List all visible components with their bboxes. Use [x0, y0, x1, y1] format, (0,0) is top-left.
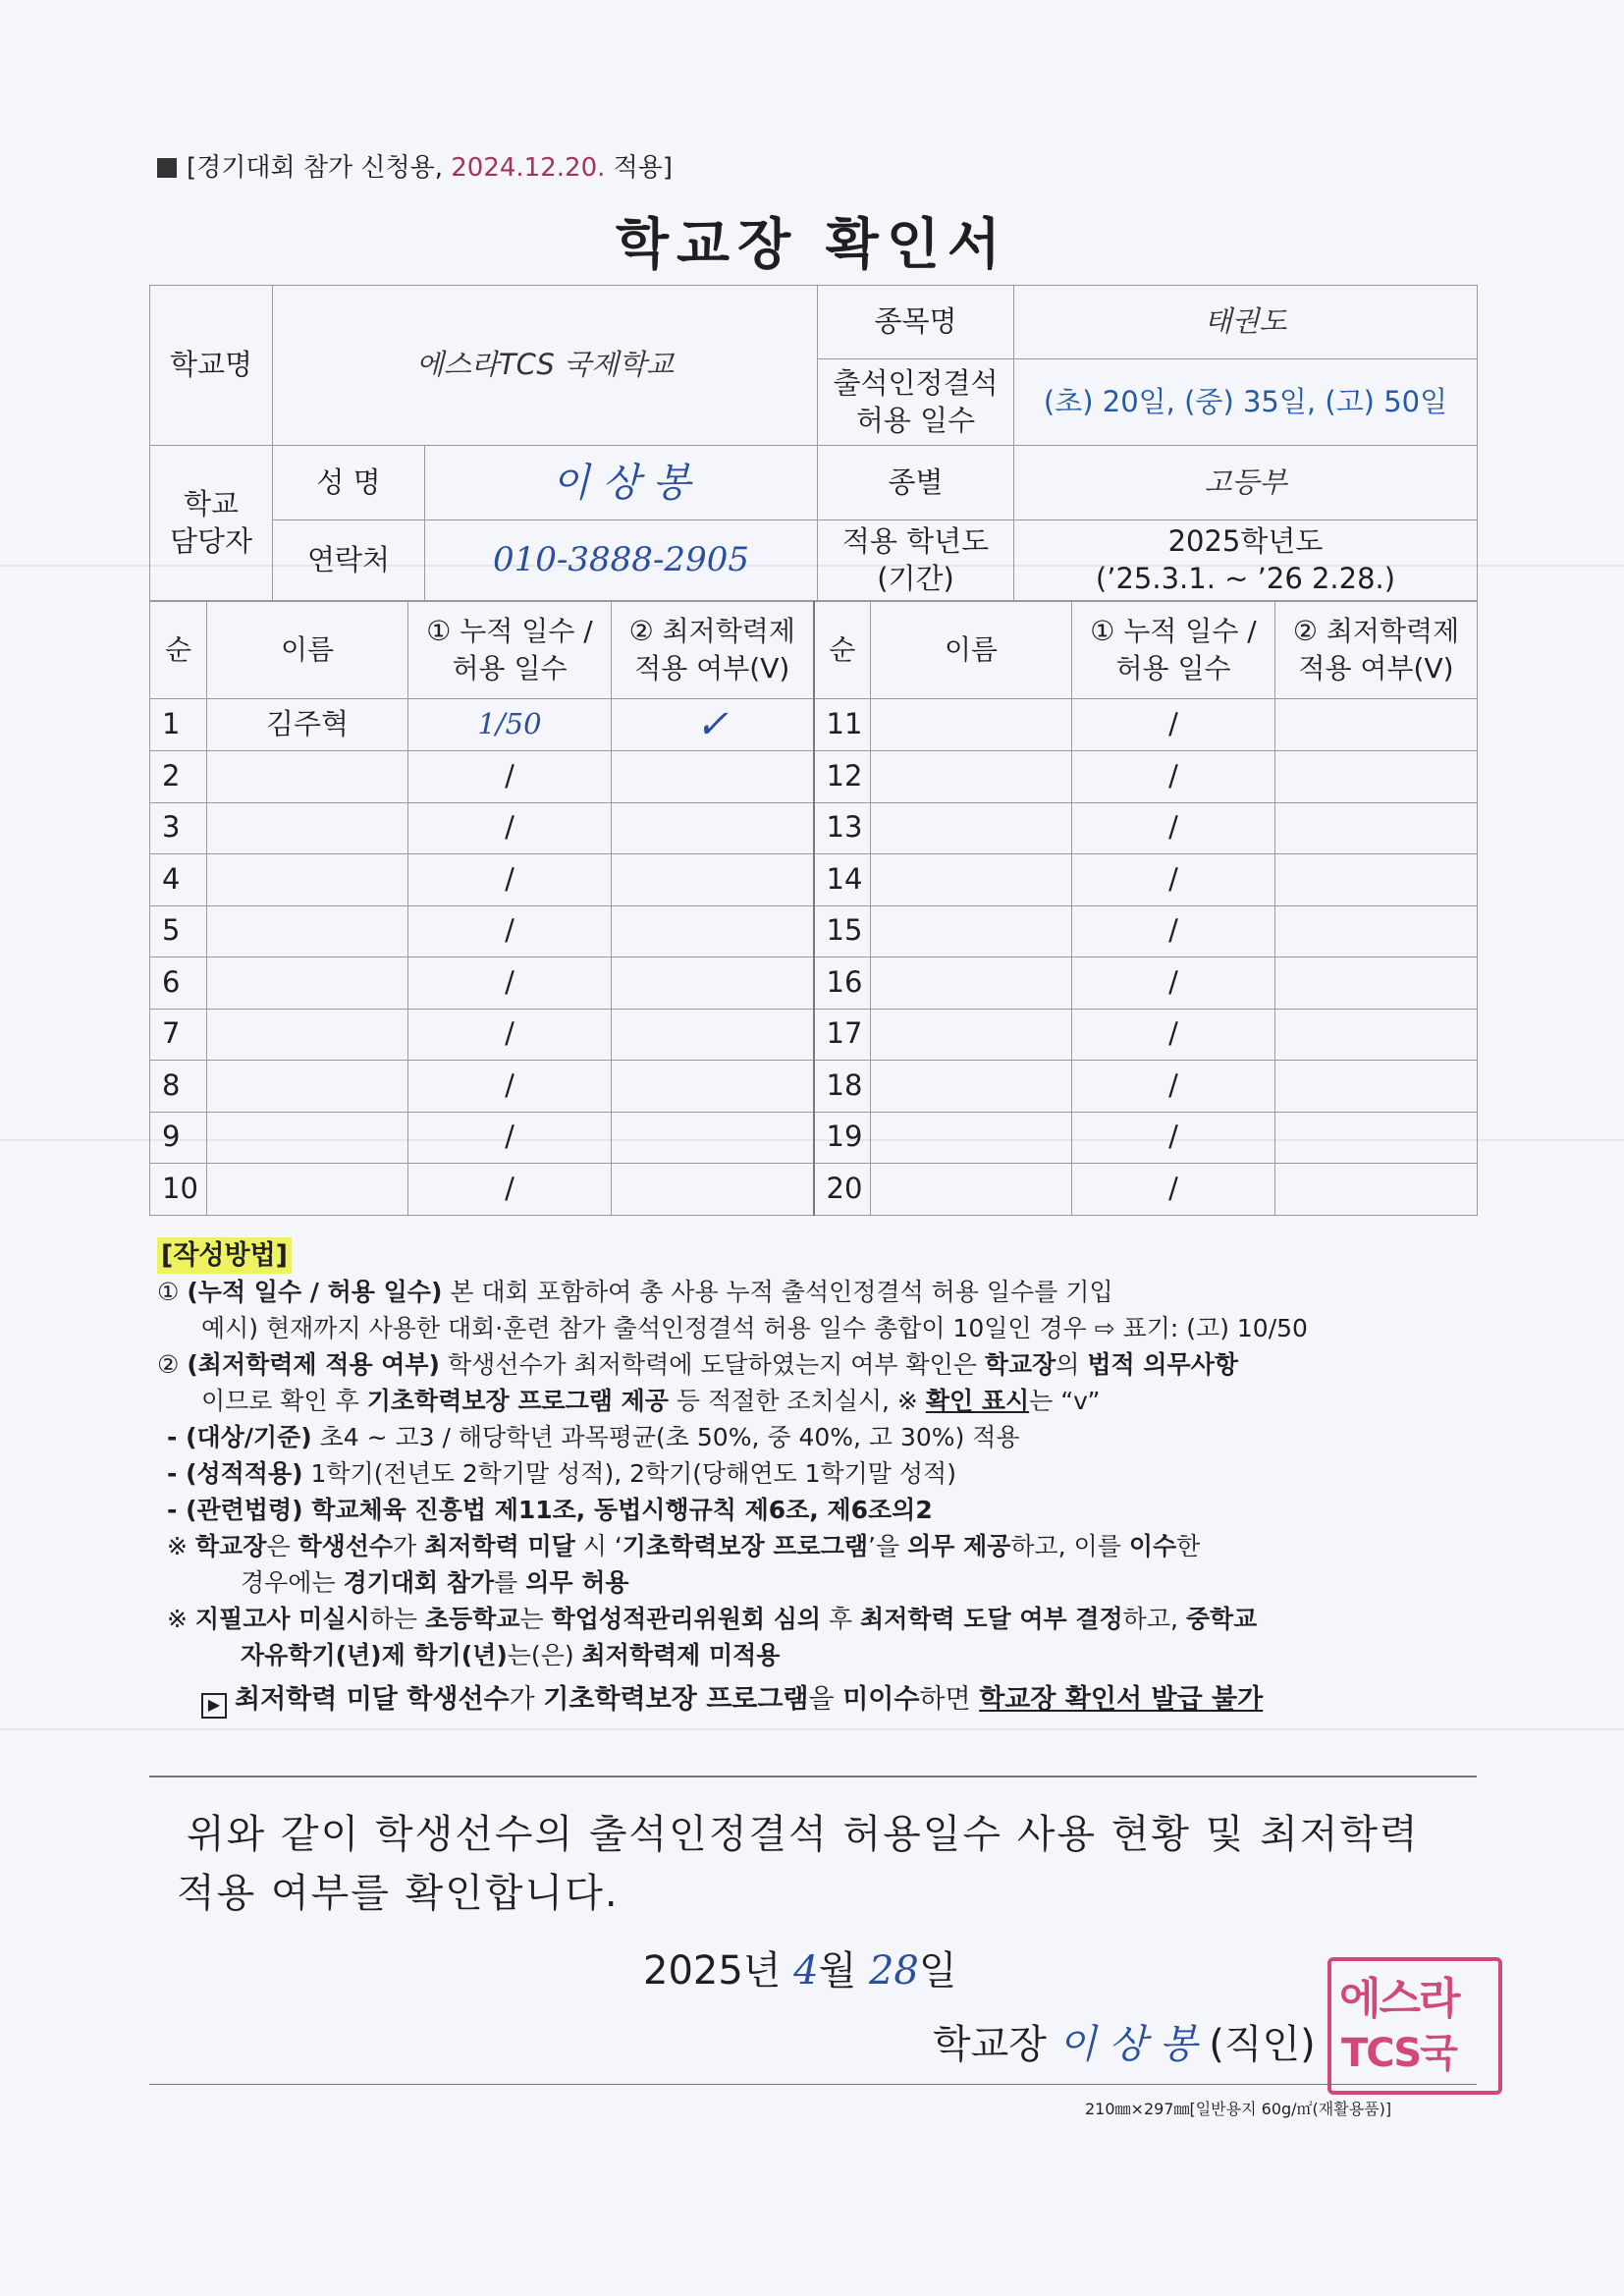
- absence-days-cell: /: [408, 1009, 612, 1061]
- school-name-label: 학교명: [150, 286, 273, 446]
- signature-date: 2025년 4월 28일: [643, 1948, 957, 1994]
- student-name-cell: [871, 905, 1072, 957]
- absence-days-label: 출석인정결석 허용 일수: [818, 359, 1014, 446]
- table-row: [150, 957, 1478, 1010]
- absence-days-cell: /: [1072, 802, 1275, 854]
- table-row: [150, 751, 1478, 803]
- table-row: [150, 1112, 1478, 1164]
- row-number-cell: 18: [814, 1061, 871, 1113]
- min-academic-check-cell: [1275, 854, 1478, 906]
- absence-days-cell: /: [1072, 1164, 1275, 1216]
- absence-days-cell: /: [1072, 854, 1275, 906]
- header-name: 이름: [871, 602, 1072, 699]
- table-row: [150, 905, 1478, 957]
- student-name-cell: [871, 957, 1072, 1010]
- sport-value: 태권도: [1014, 286, 1478, 359]
- header-days: ① 누적 일수 / 허용 일수: [1072, 602, 1275, 699]
- phone-label: 연락처: [273, 520, 425, 601]
- student-name-cell: [871, 854, 1072, 906]
- note-2: ※ 지필고사 미실시하는 초등학교는 학업성적관리위원회 심의 후 최저학력 도달 여부 결정하고, 중학교: [167, 1605, 1258, 1633]
- info-table: [149, 285, 1478, 601]
- row-number-cell: 20: [814, 1164, 871, 1216]
- absence-days-cell: /: [1072, 957, 1275, 1010]
- min-academic-check-cell: [612, 1164, 814, 1216]
- student-name-cell: [871, 1164, 1072, 1216]
- contact-name-value: 이 상 봉: [425, 446, 818, 520]
- min-academic-check-cell: [1275, 1009, 1478, 1061]
- school-name-value: 에스라TCS 국제학교: [273, 286, 818, 446]
- student-name-cell: [207, 1009, 408, 1061]
- min-academic-check-cell: [612, 1112, 814, 1164]
- absence-days-cell: /: [408, 802, 612, 854]
- row-number-cell: 14: [814, 854, 871, 906]
- student-name-cell: [871, 751, 1072, 803]
- instructions: [157, 1237, 1483, 1719]
- principal-handwritten-name: 이 상 봉: [1057, 2022, 1198, 2067]
- student-name-cell: [207, 751, 408, 803]
- instruction-item-2-cont: 이므로 확인 후 기초학력보장 프로그램 제공 등 적절한 조치실시, ※ 확인 표시는 “v”: [201, 1387, 1101, 1415]
- min-academic-check-cell: [1275, 751, 1478, 803]
- arrow-box-icon: ▶: [201, 1693, 227, 1719]
- note-2-cont: 자유학기(년)제 학기(년)는(은) 최저학력제 미적용: [241, 1641, 781, 1669]
- min-academic-check-cell: [1275, 1061, 1478, 1113]
- min-academic-check-cell: [612, 905, 814, 957]
- row-number-cell: 4: [150, 854, 207, 906]
- division-label: 종별: [818, 446, 1014, 520]
- student-name-cell: [207, 1164, 408, 1216]
- row-number-cell: 11: [814, 699, 871, 751]
- absence-days-cell: /: [1072, 1112, 1275, 1164]
- confirmation-statement: 위와 같이 학생선수의 출석인정결석 허용일수 사용 현황 및 최저학력 적용 여부를 확인합니다.: [177, 1812, 1420, 1916]
- paper-fold-line: [0, 1728, 1624, 1730]
- table-row: [150, 854, 1478, 906]
- absence-days-cell: 1/50: [408, 699, 612, 751]
- row-number-cell: 1: [150, 699, 207, 751]
- min-academic-check-cell: [612, 751, 814, 803]
- contact-name-label: 성 명: [273, 446, 425, 520]
- sport-label: 종목명: [818, 286, 1014, 359]
- division-value: 고등부: [1014, 446, 1478, 520]
- table-header-row: [150, 602, 1478, 699]
- row-number-cell: 12: [814, 751, 871, 803]
- detail-grades: - (성적적용) 1학기(전년도 2학기말 성적), 2학기(당해연도 1학기말 성적): [167, 1459, 956, 1488]
- document-title: 학교장 확인서: [615, 213, 1009, 277]
- min-academic-check-cell: [1275, 1164, 1478, 1216]
- row-number-cell: 9: [150, 1112, 207, 1164]
- min-academic-check-cell: [1275, 699, 1478, 751]
- student-name-cell: [871, 1061, 1072, 1113]
- min-academic-check-cell: ✓: [612, 699, 814, 751]
- effective-date: 2024.12.20.: [451, 153, 606, 183]
- min-academic-check-cell: [1275, 802, 1478, 854]
- table-row: [150, 1164, 1478, 1216]
- footer-divider: [149, 2084, 1477, 2085]
- phone-value: 010-3888-2905: [425, 520, 818, 601]
- note-1: ※ 학교장은 학생선수가 최저학력 미달 시 ‘기초학력보장 프로그램’을 의무 제공하고, 이를 이수한: [167, 1532, 1201, 1560]
- table-row: [150, 699, 1478, 751]
- year-value: 2025학년도 (’25.3.1. ~ ’26 2.28.): [1014, 520, 1478, 601]
- min-academic-check-cell: [1275, 1112, 1478, 1164]
- absence-days-cell: /: [1072, 1009, 1275, 1061]
- instructions-title: [작성방법]: [157, 1237, 292, 1274]
- student-name-cell: [871, 1112, 1072, 1164]
- absence-days-cell: /: [1072, 905, 1275, 957]
- row-number-cell: 17: [814, 1009, 871, 1061]
- min-academic-check-cell: [612, 1061, 814, 1113]
- header-days: ① 누적 일수 / 허용 일수: [408, 602, 612, 699]
- black-square-icon: [157, 158, 177, 178]
- contact-person-label: 학교 담당자: [150, 446, 273, 601]
- application-note: [경기대회 참가 신청용, 2024.12.20. 적용]: [157, 147, 673, 184]
- min-academic-check-cell: [612, 854, 814, 906]
- student-name-cell: [871, 699, 1072, 751]
- detail-law: - (관련법령) 학교체육 진흥법 제11조, 동법시행규칙 제6조, 제6조의2: [167, 1496, 933, 1524]
- student-name-cell: [871, 802, 1072, 854]
- student-name-cell: 김주혁: [207, 699, 408, 751]
- student-name-cell: [207, 905, 408, 957]
- row-number-cell: 15: [814, 905, 871, 957]
- header-seq: 순: [814, 602, 871, 699]
- detail-target: - (대상/기준) 초4 ~ 고3 / 해당학년 과목평균(초 50%, 중 40%, 고 30%) 적용: [167, 1423, 1020, 1451]
- student-name-cell: [207, 1061, 408, 1113]
- divider: [149, 1776, 1477, 1777]
- instruction-item-2: ② (최저학력제 적용 여부) 학생선수가 최저학력에 도달하였는지 여부 확인은 학교장의 법적 의무사항: [157, 1350, 1239, 1379]
- absence-days-cell: /: [1072, 699, 1275, 751]
- seal-mark-label: (직인): [1209, 2022, 1316, 2067]
- instruction-item-1: ① (누적 일수 / 허용 일수) 본 대회 포함하여 총 사용 누적 출석인정결석 허용 일수를 기입: [157, 1278, 1113, 1306]
- absence-days-cell: /: [408, 854, 612, 906]
- instruction-example: 예시) 현재까지 사용한 대회·훈련 참가 출석인정결석 허용 일수 총합이 10일인 경우 ⇨ 표기: (고) 10/50: [201, 1314, 1308, 1342]
- student-name-cell: [207, 1112, 408, 1164]
- row-number-cell: 6: [150, 957, 207, 1010]
- student-table: [149, 601, 1478, 1216]
- min-academic-check-cell: [612, 957, 814, 1010]
- row-number-cell: 16: [814, 957, 871, 1010]
- absence-days-cell: /: [408, 1061, 612, 1113]
- year-label: 적용 학년도 (기간): [818, 520, 1014, 601]
- principal-signature: 학교장 이 상 봉 (직인): [933, 2022, 1316, 2067]
- row-number-cell: 3: [150, 802, 207, 854]
- warning-note: ▶ 최저학력 미달 학생선수가 기초학력보장 프로그램을 미이수하면 학교장 확인서 발급 불가: [157, 1681, 1483, 1719]
- min-academic-check-cell: [612, 1009, 814, 1061]
- table-row: [150, 1061, 1478, 1113]
- header-name: 이름: [207, 602, 408, 699]
- note-1-cont: 경우에는 경기대회 참가를 의무 허용: [241, 1568, 629, 1597]
- absence-days-cell: /: [408, 751, 612, 803]
- absence-days-cell: /: [408, 1112, 612, 1164]
- header-min-academic: ② 최저학력제 적용 여부(V): [1275, 602, 1478, 699]
- row-number-cell: 10: [150, 1164, 207, 1216]
- student-name-cell: [207, 957, 408, 1010]
- row-number-cell: 5: [150, 905, 207, 957]
- row-number-cell: 8: [150, 1061, 207, 1113]
- row-number-cell: 19: [814, 1112, 871, 1164]
- min-academic-check-cell: [612, 802, 814, 854]
- min-academic-check-cell: [1275, 905, 1478, 957]
- table-row: [150, 1009, 1478, 1061]
- absence-days-cell: /: [1072, 751, 1275, 803]
- student-name-cell: [207, 802, 408, 854]
- header-seq: 순: [150, 602, 207, 699]
- official-seal: 에스라 TCS국: [1327, 1957, 1502, 2095]
- table-row: [150, 802, 1478, 854]
- row-number-cell: 13: [814, 802, 871, 854]
- row-number-cell: 7: [150, 1009, 207, 1061]
- paper-spec: 210㎜×297㎜[일반용지 60g/㎡(재활용품)]: [1085, 2100, 1392, 2118]
- student-name-cell: [871, 1009, 1072, 1061]
- absence-days-cell: /: [1072, 1061, 1275, 1113]
- absence-days-cell: /: [408, 905, 612, 957]
- header-min-academic: ② 최저학력제 적용 여부(V): [612, 602, 814, 699]
- student-name-cell: [207, 854, 408, 906]
- absence-days-cell: /: [408, 1164, 612, 1216]
- min-academic-check-cell: [1275, 957, 1478, 1010]
- absence-days-value: (초) 20일, (중) 35일, (고) 50일: [1014, 359, 1478, 446]
- row-number-cell: 2: [150, 751, 207, 803]
- absence-days-cell: /: [408, 957, 612, 1010]
